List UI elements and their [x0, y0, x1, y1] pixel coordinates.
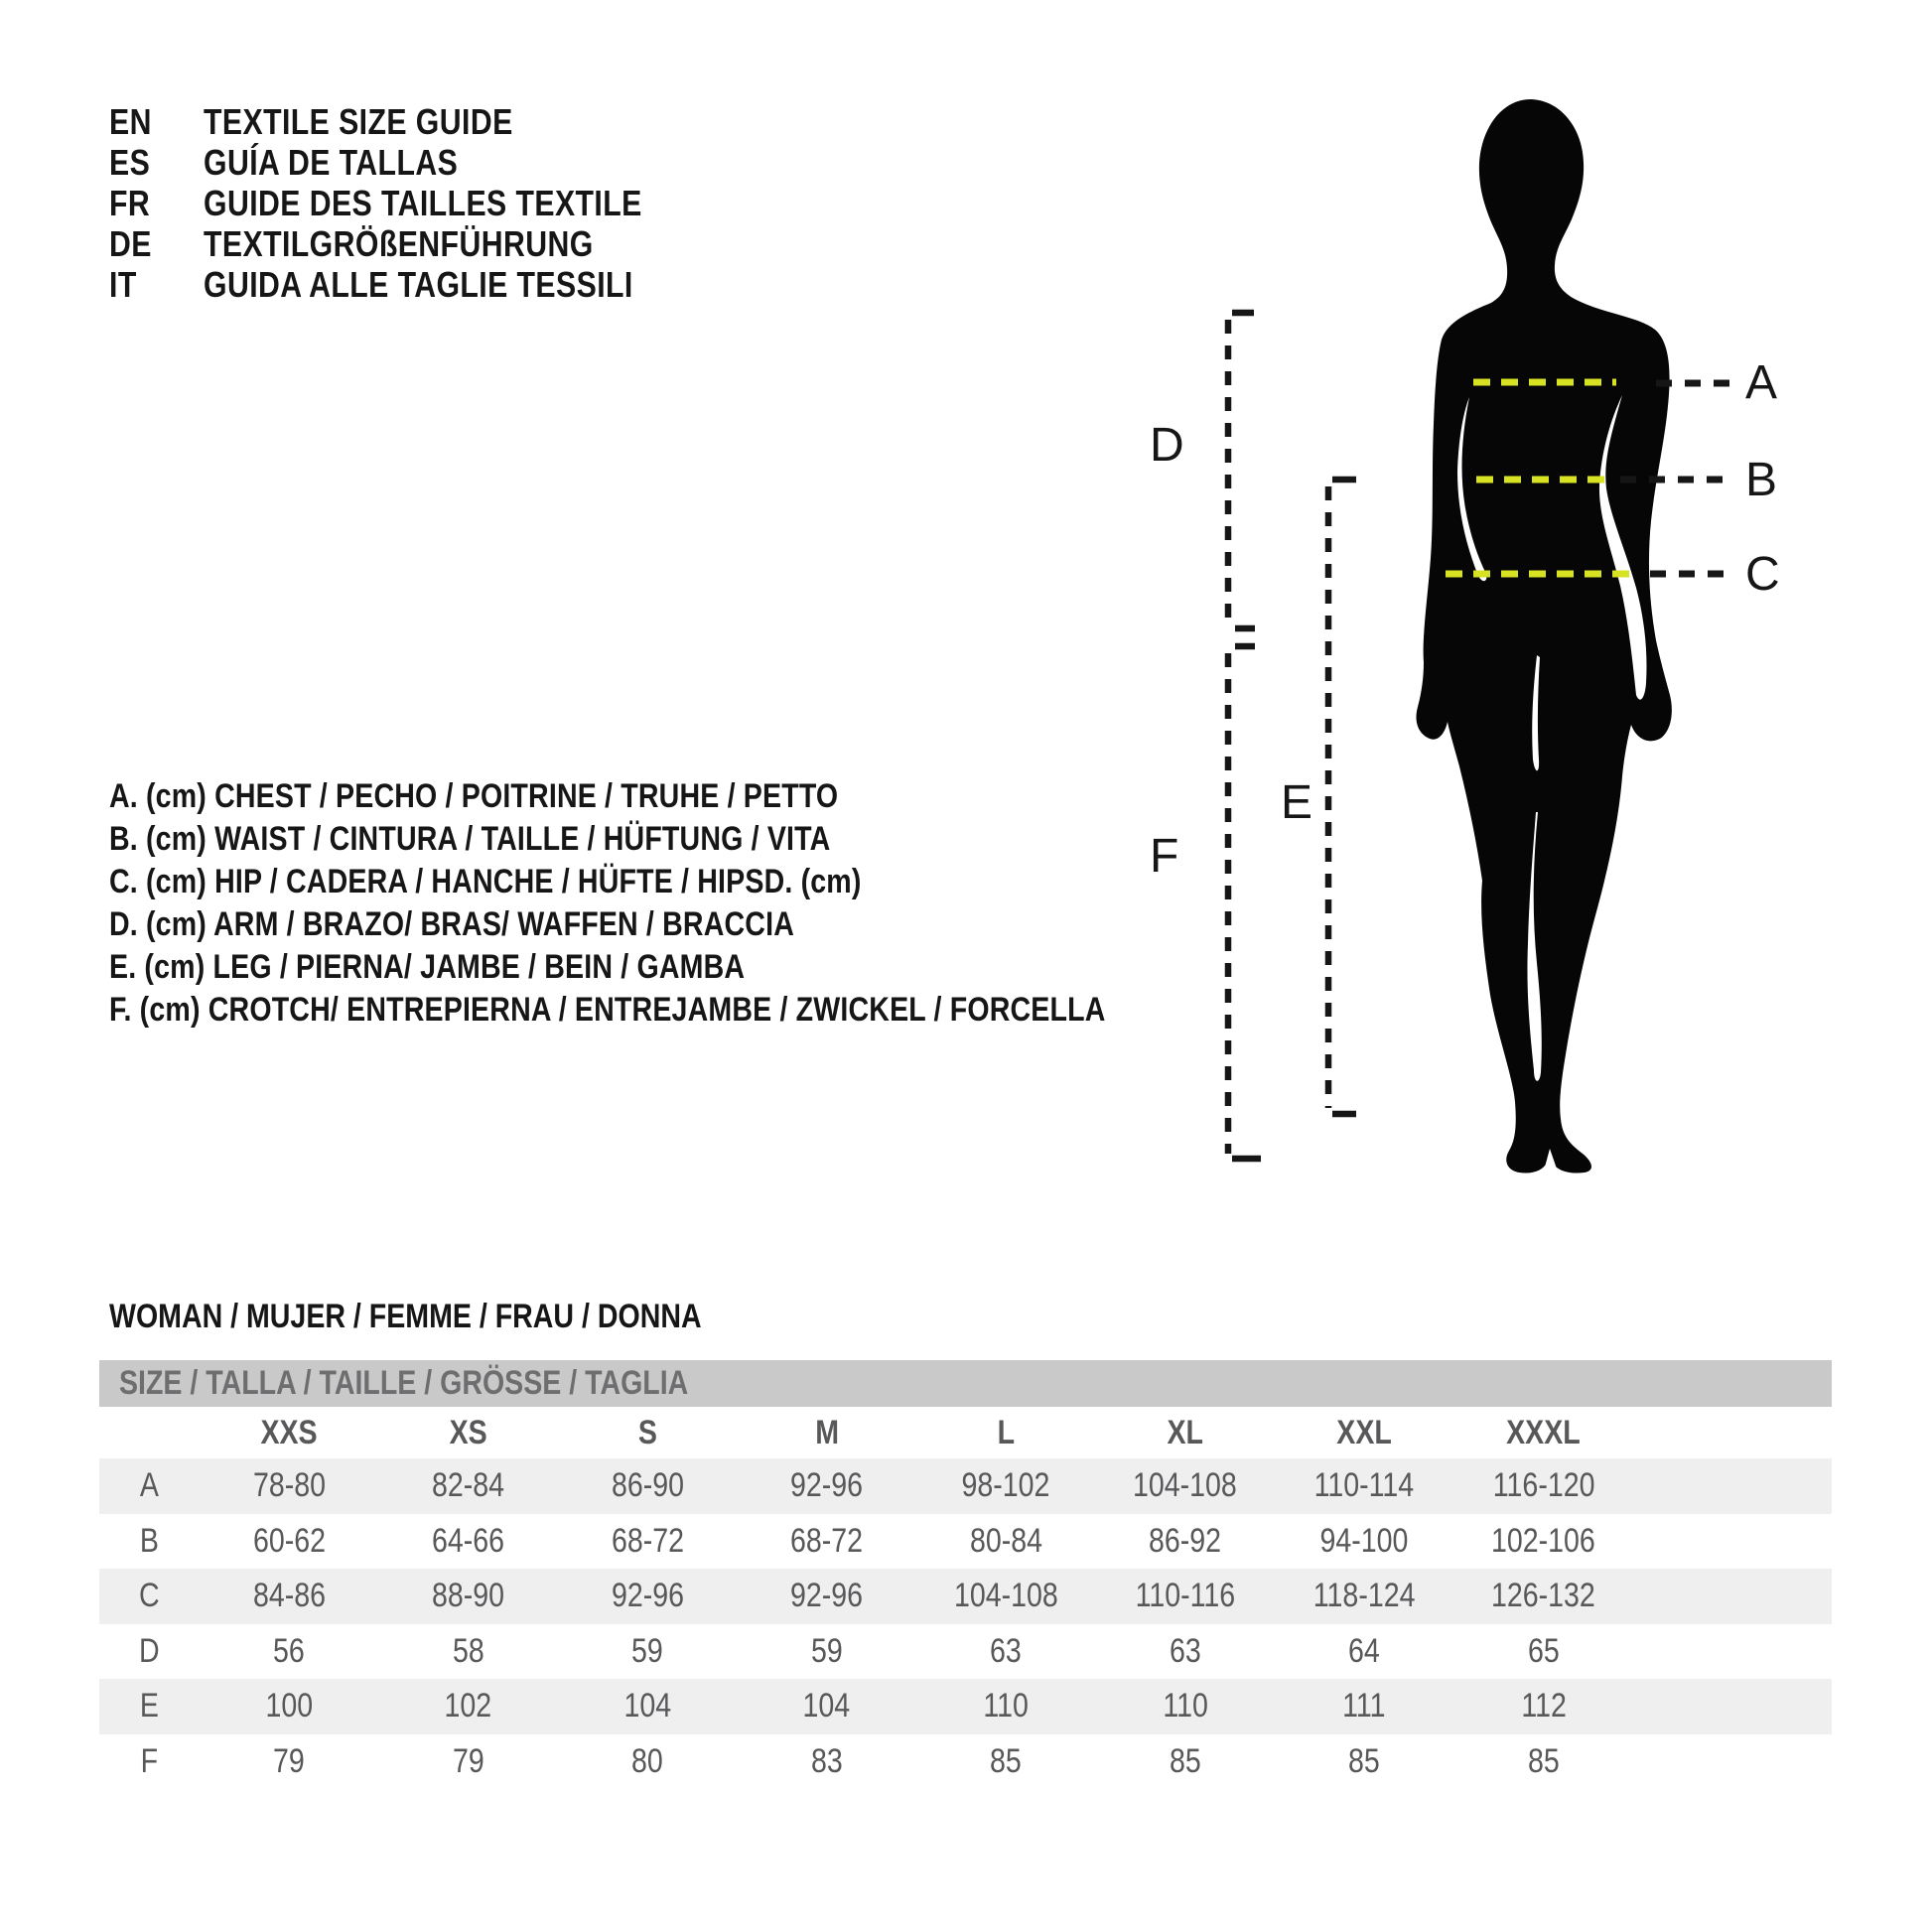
- lang-row-de: [109, 223, 726, 264]
- size-col-xxxl: XXXL: [1506, 1413, 1582, 1451]
- woman-silhouette: [1417, 99, 1672, 1174]
- legend-item-c: C. (cm) HIP / CADERA / HANCHE / HÜFTE / HIPSD. (cm): [109, 863, 862, 900]
- lang-row-it: [109, 264, 726, 305]
- woman-silhouette-diagram: [1092, 79, 1932, 1271]
- size-col-xs: XS: [449, 1413, 487, 1451]
- marker-letter-e: E: [1281, 776, 1313, 829]
- size-col-s: S: [637, 1413, 657, 1451]
- row-label: B: [139, 1521, 160, 1560]
- table-row-a: A 78-80 82-84 86-90 92-96 98-102 104-108 110-114 116-120: [99, 1458, 1832, 1514]
- lang-code-es: ES: [109, 141, 151, 183]
- audience-line: WOMAN / MUJER / FEMME / FRAU / DONNA: [109, 1298, 702, 1335]
- table-row-f: F 79 79 80 83 85 85 85 85: [140, 1741, 1560, 1780]
- table-row-c: C 84-86 88-90 92-96 92-96 104-108 110-116 118-124 126-132: [99, 1569, 1832, 1624]
- marker-letter-a: A: [1745, 356, 1778, 409]
- size-table-header-band: [99, 1360, 1832, 1407]
- table-row-d: D 56 58 59 59 63 63 64 65: [139, 1631, 1560, 1670]
- table-row-e: E 100 102 104 104 110 110 111 112: [99, 1679, 1832, 1734]
- title-es: GUÍA DE TALLAS: [204, 141, 459, 183]
- marker-letter-c: C: [1745, 548, 1780, 601]
- marker-letter-b: B: [1745, 454, 1778, 506]
- legend-item-d: D. (cm) ARM / BRAZO/ BRAS/ WAFFEN / BRACCIA: [109, 905, 795, 943]
- size-table: [99, 1360, 1832, 1789]
- lang-code-it: IT: [109, 263, 137, 305]
- language-title-block: [109, 101, 726, 305]
- lang-code-fr: FR: [109, 182, 151, 223]
- size-table-title: SIZE / TALLA / TAILLE / GRÖSSE / TAGLIA: [119, 1364, 689, 1402]
- row-label: A: [139, 1466, 160, 1505]
- marker-letter-d: D: [1150, 419, 1184, 472]
- size-col-xl: XL: [1167, 1413, 1203, 1451]
- title-de: TEXTILGRÖßENFÜHRUNG: [204, 222, 594, 264]
- lang-code-de: DE: [109, 222, 152, 264]
- title-fr: GUIDE DES TAILLES TEXTILE: [204, 182, 642, 223]
- legend-item-b: B. (cm) WAIST / CINTURA / TAILLE / HÜFTUNG / VITA: [109, 820, 831, 858]
- legend-item-a: A. (cm) CHEST / PECHO / POITRINE / TRUHE / PETTO: [109, 777, 839, 815]
- lang-code-en: EN: [109, 100, 152, 142]
- lang-row-es: [109, 142, 726, 183]
- row-label: C: [139, 1577, 160, 1615]
- row-label: D: [139, 1631, 160, 1670]
- lang-row-en: [109, 101, 726, 142]
- measurement-diagram: [1092, 79, 1932, 1271]
- size-header-row: [99, 1407, 1832, 1458]
- legend-item-f: F. (cm) CROTCH/ ENTREPIERNA / ENTREJAMBE / ZWICKEL / FORCELLA: [109, 991, 1106, 1029]
- marker-letter-f: F: [1150, 830, 1179, 883]
- lang-row-fr: [109, 183, 726, 223]
- size-col-xxl: XXL: [1336, 1413, 1393, 1451]
- row-label: F: [140, 1741, 159, 1780]
- arm-crotch-bracket: [1228, 313, 1261, 1159]
- legend-item-e: E. (cm) LEG / PIERNA/ JAMBE / BEIN / GAMBA: [109, 948, 746, 986]
- row-label: E: [139, 1687, 160, 1725]
- title-en: TEXTILE SIZE GUIDE: [204, 100, 513, 142]
- size-col-l: L: [997, 1413, 1015, 1451]
- table-row-b: B 60-62 64-66 68-72 68-72 80-84 86-92 94-100 102-106: [139, 1521, 1596, 1560]
- size-col-xxs: XXS: [260, 1413, 318, 1451]
- leg-bracket: [1328, 480, 1356, 1114]
- size-col-m: M: [814, 1413, 839, 1451]
- title-it: GUIDA ALLE TAGLIE TESSILI: [204, 263, 633, 305]
- measurement-legend: [109, 775, 1296, 1032]
